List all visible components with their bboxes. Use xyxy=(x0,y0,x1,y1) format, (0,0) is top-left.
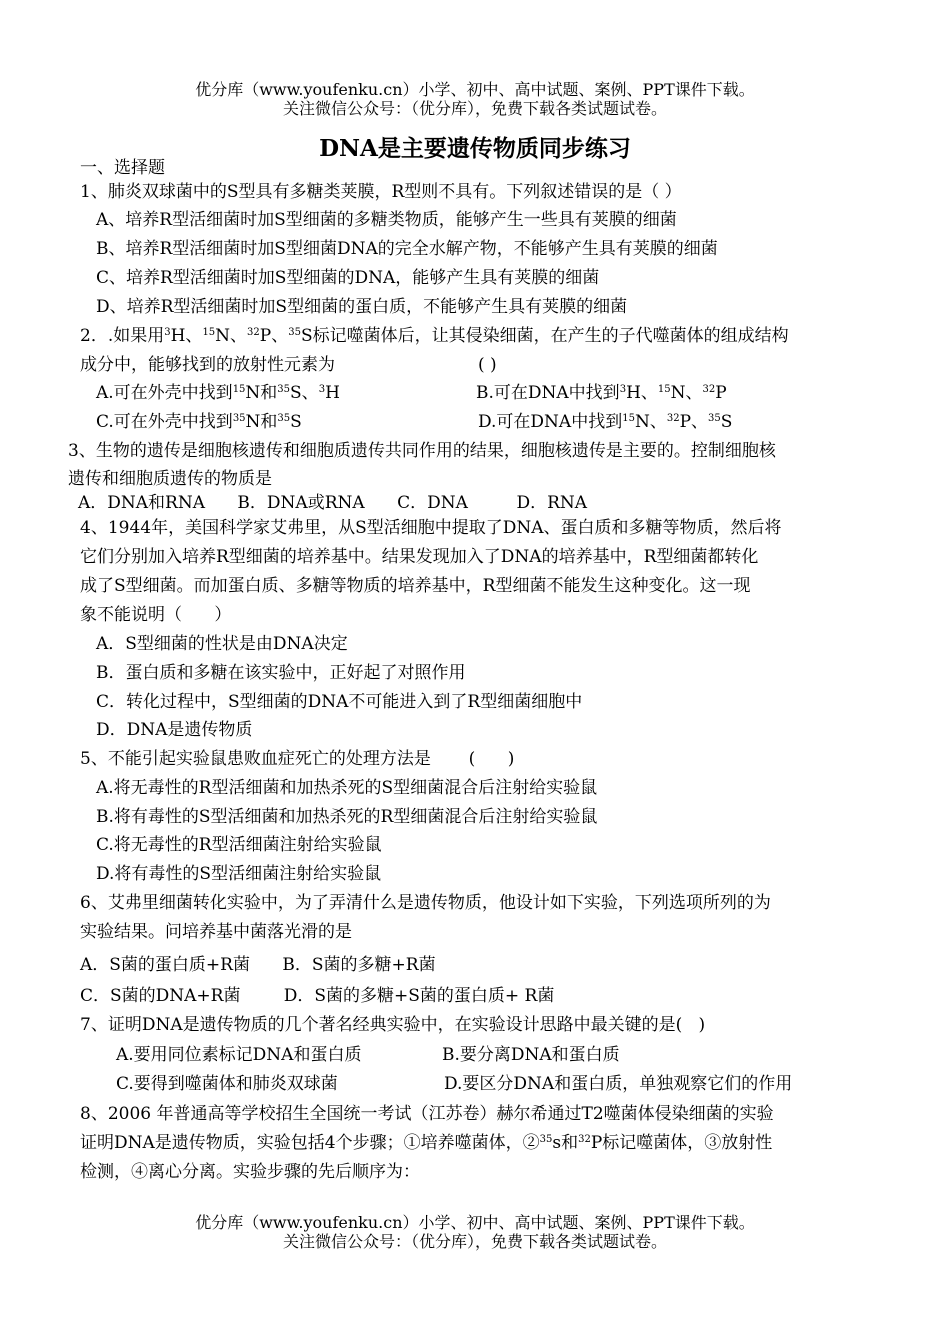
q2-option-a: A.可在外壳中找到$^{15}$N和$^{35}$S、$^3$H xyxy=(96,383,340,403)
q4-option-a: A．S型细菌的性状是由DNA决定 xyxy=(96,634,348,654)
q2-stem-line-1: 2．.如果用$^3$H、$^{15}$N、$^{32}$P、$^{35}$S标记噬菌体后，让其侵染细菌，在产生的子代噬菌体的组成结构 xyxy=(80,326,789,346)
q5-option-a: A.将无毒性的R型活细菌和加热杀死的S型细菌混合后注射给实验鼠 xyxy=(96,778,598,798)
q4-option-d: D．DNA是遗传物质 xyxy=(96,720,253,740)
q4-option-c: C．转化过程中，S型细菌的DNA不可能进入到了R型细菌细胞中 xyxy=(96,692,583,712)
page-header xyxy=(0,80,950,118)
q2-answer-paren: ( ) xyxy=(478,355,497,375)
q2-stem-line-2: 成分中，能够找到的放射性元素为 xyxy=(80,355,335,375)
footer-line-2: 关注微信公众号：（优分库），免费下载各类试题试卷。 xyxy=(282,1232,667,1251)
document-title: DNA是主要遗传物质同步练习 xyxy=(319,135,631,162)
q7-option-b: B.要分离DNA和蛋白质 xyxy=(442,1045,620,1065)
q3-options: A．DNA和RNA B．DNA或RNA C．DNA D．RNA xyxy=(78,493,588,513)
header-line-1: 优分库（www.youfenku.cn）小学、初中、高中试题、案例、PPT课件下载。 xyxy=(195,80,755,99)
q5-option-b: B.将有毒性的S型活细菌和加热杀死的R型细菌混合后注射给实验鼠 xyxy=(96,807,598,827)
q8-stem-line-1: 8、2006 年普通高等学校招生全国统一考试（江苏卷）赫尔希通过T2噬菌体侵染细菌的实验 xyxy=(80,1104,774,1124)
header-line-2: 关注微信公众号：（优分库），免费下载各类试题试卷。 xyxy=(282,99,667,118)
q4-stem-line-2: 它们分别加入培养R型细菌的培养基中。结果发现加入了DNA的培养基中，R型细菌都转化 xyxy=(80,547,759,567)
q6-options-ab: A．S菌的蛋白质+R菌 B．S菌的多糖+R菌 xyxy=(80,955,436,975)
q1-option-a: A、培养R型活细菌时加S型细菌的多糖类物质，能够产生一些具有荚膜的细菌 xyxy=(96,210,677,230)
q4-stem-line-1: 4、1944年，美国科学家艾弗里，从S型活细胞中提取了DNA、蛋白质和多糖等物质，然后将 xyxy=(80,518,782,538)
q2-option-c: C.可在外壳中找到$^{35}$N和$^{35}$S xyxy=(96,412,302,432)
q1-option-c: C、培养R型活细菌时加S型细菌的DNA，能够产生具有荚膜的细菌 xyxy=(96,268,600,288)
q2-option-d: D.可在DNA中找到$^{15}$N、$^{32}$P、$^{35}$S xyxy=(478,412,733,432)
section-heading: 一、选择题 xyxy=(80,158,165,178)
q6-options-cd: C．S菌的DNA+R菌 D．S菌的多糖+S菌的蛋白质+ R菌 xyxy=(80,986,555,1006)
q7-option-c: C.要得到噬菌体和肺炎双球菌 xyxy=(116,1074,338,1094)
q8-stem-line-2: 证明DNA是遗传物质，实验包括4个步骤；①培养噬菌体，②$^{35}$s和$^{32}$P标记噬菌体，③放射性 xyxy=(80,1133,773,1153)
q5-option-c: C.将无毒性的R型活细菌注射给实验鼠 xyxy=(96,835,382,855)
q8-stem-line-3: 检测，④离心分离。实验步骤的先后顺序为： xyxy=(80,1162,420,1182)
q7-option-d: D.要区分DNA和蛋白质，单独观察它们的作用 xyxy=(444,1074,793,1094)
q6-stem-line-2: 实验结果。问培养基中菌落光滑的是 xyxy=(80,922,352,942)
q6-stem-line-1: 6、艾弗里细菌转化实验中，为了弄清什么是遗传物质，他设计如下实验，下列选项所列的为 xyxy=(80,893,771,913)
q5-stem: 5、不能引起实验鼠患败血症死亡的处理方法是 ( ) xyxy=(80,749,515,769)
q4-stem-line-4: 象不能说明（ ） xyxy=(80,605,232,625)
footer-line-1: 优分库（www.youfenku.cn）小学、初中、高中试题、案例、PPT课件下载。 xyxy=(195,1213,755,1232)
q4-stem-line-3: 成了S型细菌。而加蛋白质、多糖等物质的培养基中，R型细菌不能发生这种变化。这一现 xyxy=(80,576,751,596)
q2-option-b: B.可在DNA中找到$^3$H、$^{15}$N、$^{32}$P xyxy=(476,383,727,403)
q7-option-a: A.要用同位素标记DNA和蛋白质 xyxy=(116,1045,362,1065)
q1-option-b: B、培养R型活细菌时加S型细菌DNA的完全水解产物，不能够产生具有荚膜的细菌 xyxy=(96,239,718,259)
q1-option-d: D、培养R型活细菌时加S型细菌的蛋白质，不能够产生具有荚膜的细菌 xyxy=(96,297,628,317)
q1-stem: 1、肺炎双球菌中的S型具有多糖类荚膜，R型则不具有。下列叙述错误的是（ ） xyxy=(80,182,682,202)
q3-stem-line-2: 遗传和细胞质遗传的物质是 xyxy=(68,469,272,489)
q3-stem-line-1: 3、生物的遗传是细胞核遗传和细胞质遗传共同作用的结果，细胞核遗传是主要的。控制细胞核 xyxy=(68,441,776,461)
q4-option-b: B．蛋白质和多糖在该实验中，正好起了对照作用 xyxy=(96,663,466,683)
page-footer xyxy=(0,1213,950,1251)
q7-stem: 7、证明DNA是遗传物质的几个著名经典实验中，在实验设计思路中最关键的是( ) xyxy=(80,1015,706,1035)
q5-option-d: D.将有毒性的S型活细菌注射给实验鼠 xyxy=(96,864,382,884)
